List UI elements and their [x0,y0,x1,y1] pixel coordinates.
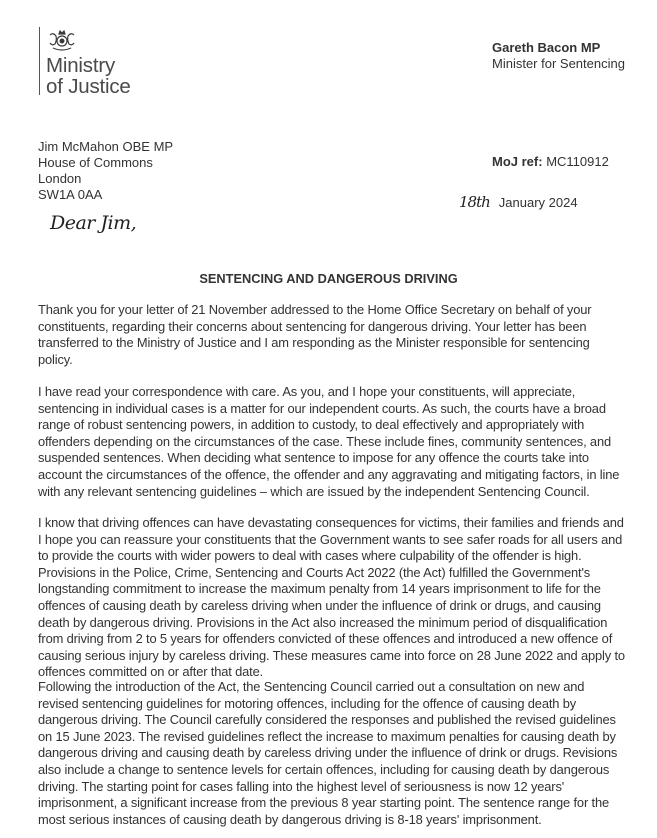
reference-label: MoJ ref: [492,154,543,169]
body-paragraph-3 [38,515,628,681]
sender-title: Minister for Sentencing [492,56,625,71]
text-line: with any relevant sentencing guidelines – which are issued by the independent Sentencing Council. [38,483,590,499]
text-line: driving. The starting point for cases falling into the highest level of seriousness is now 12 years' [38,778,565,794]
text-line: constituents, regarding their concerns about sentencing for dangerous driving. Your letter has been [38,318,587,334]
ministry-of-justice-logo [46,55,131,97]
text-line: policy. [38,351,73,367]
reference-value: MC110912 [546,154,609,169]
text-line: imprisonment, a significant increase from the previous 8 year starting point. The sentence range for the [38,795,609,811]
text-line: suspended sentences. When deciding what sentence to impose for any offence the courts take into [38,450,589,466]
text-line: dangerous driving. The Council carefully considered the responses and published the revised guidelines [38,712,616,728]
sender-name: Gareth Bacon MP [492,40,601,55]
text-line: I hope you can reassure your constituents that the Government wants to see safer roads for all users and [38,531,623,547]
text-line: Following the introduction of the Act, the Sentencing Council carried out a consultation on new and [38,679,585,694]
address-line: London [38,171,82,186]
text-line: transferred to the Ministry of Justice and I am responding as the Minister responsible for sentencing [38,335,590,351]
text-line: most serious instances of causing death by dangerous driving is 8-18 years' imprisonment. [38,811,542,827]
letter-heading: SENTENCING AND DANGEROUS DRIVING [199,271,458,286]
text-line: offences committed on or after that date. [38,664,264,680]
address-line: SW1A 0AA [38,187,103,202]
body-paragraph-4 [38,679,628,828]
sender-block [492,40,625,72]
text-line: Provisions in the Police, Crime, Sentencing and Courts Act 2022 (the Act) fulfilled the Government's [38,564,591,580]
text-line: sentencing in individual cases is a matter for our independent courts. As such, the courts have a broad [38,400,606,416]
text-line: death by dangerous driving. Provisions in the Act also increased the minimum period of disqualification [38,614,608,630]
body-paragraph-2 [38,384,628,500]
text-line: range of robust sentencing powers, in addition to custody, to deal effectively and appropriately with [38,417,585,433]
logo-line-2: of Justice [46,75,131,98]
text-line: offences of causing death by careless driving when under the influence of drink or drugs, and causing [38,597,601,613]
text-line: Thank you for your letter of 21 November addressed to the Home Office Secretary on behalf of your [38,302,592,317]
date-month-year: January 2024 [498,195,578,210]
text-line: longstanding commitment to increase the maximum penalty from 14 years imprisonment to life for the [38,581,601,597]
logo-line-1: Ministry [46,54,116,77]
address-line: House of Commons [38,155,153,170]
text-line: revised sentencing guidelines for motoring offences, including for the offence of causing death by [38,695,577,711]
address-line: Jim McMahon OBE MP [38,139,174,154]
text-line: I have read your correspondence with care. As you, and I hope your constituents, will appreciate, [38,384,576,399]
text-line: I know that driving offences can have devastating consequences for victims, their families and friends and [38,515,624,530]
body-paragraph-1 [38,302,628,368]
text-line: on 15 June 2023. The revised guidelines reflect the increase to maximum penalties for causing death by [38,728,616,744]
recipient-address [38,139,173,203]
letterhead-divider [39,27,40,95]
text-line: account the circumstances of the offence, the offender and any aggravating and mitigating factors, in line [38,466,620,482]
text-line: also include a change to sentence levels for certain offences, including for causing death by dangerous [38,761,610,777]
reference [492,154,609,169]
text-line: causing serious injury by careless driving. These measures came into force on 28 June 2022 and apply to [38,647,625,663]
handwritten-salutation: Dear Jim, [50,212,137,234]
text-line: from driving from 2 to 5 years for offenders convicted of these offences and introduced a new offence of [38,631,613,647]
text-line: to provide the courts with wider powers to deal with cases where culpability of the offender is high. [38,548,582,564]
letter-date [459,193,578,211]
text-line: dangerous driving and causing death by careless driving under the influence of drink or drugs. Revisions [38,745,618,761]
handwritten-day: 18th [459,193,490,211]
text-line: offenders depending on the circumstances of the case. These include fines, community sentences, and [38,433,611,449]
royal-coat-of-arms-icon [47,27,77,53]
